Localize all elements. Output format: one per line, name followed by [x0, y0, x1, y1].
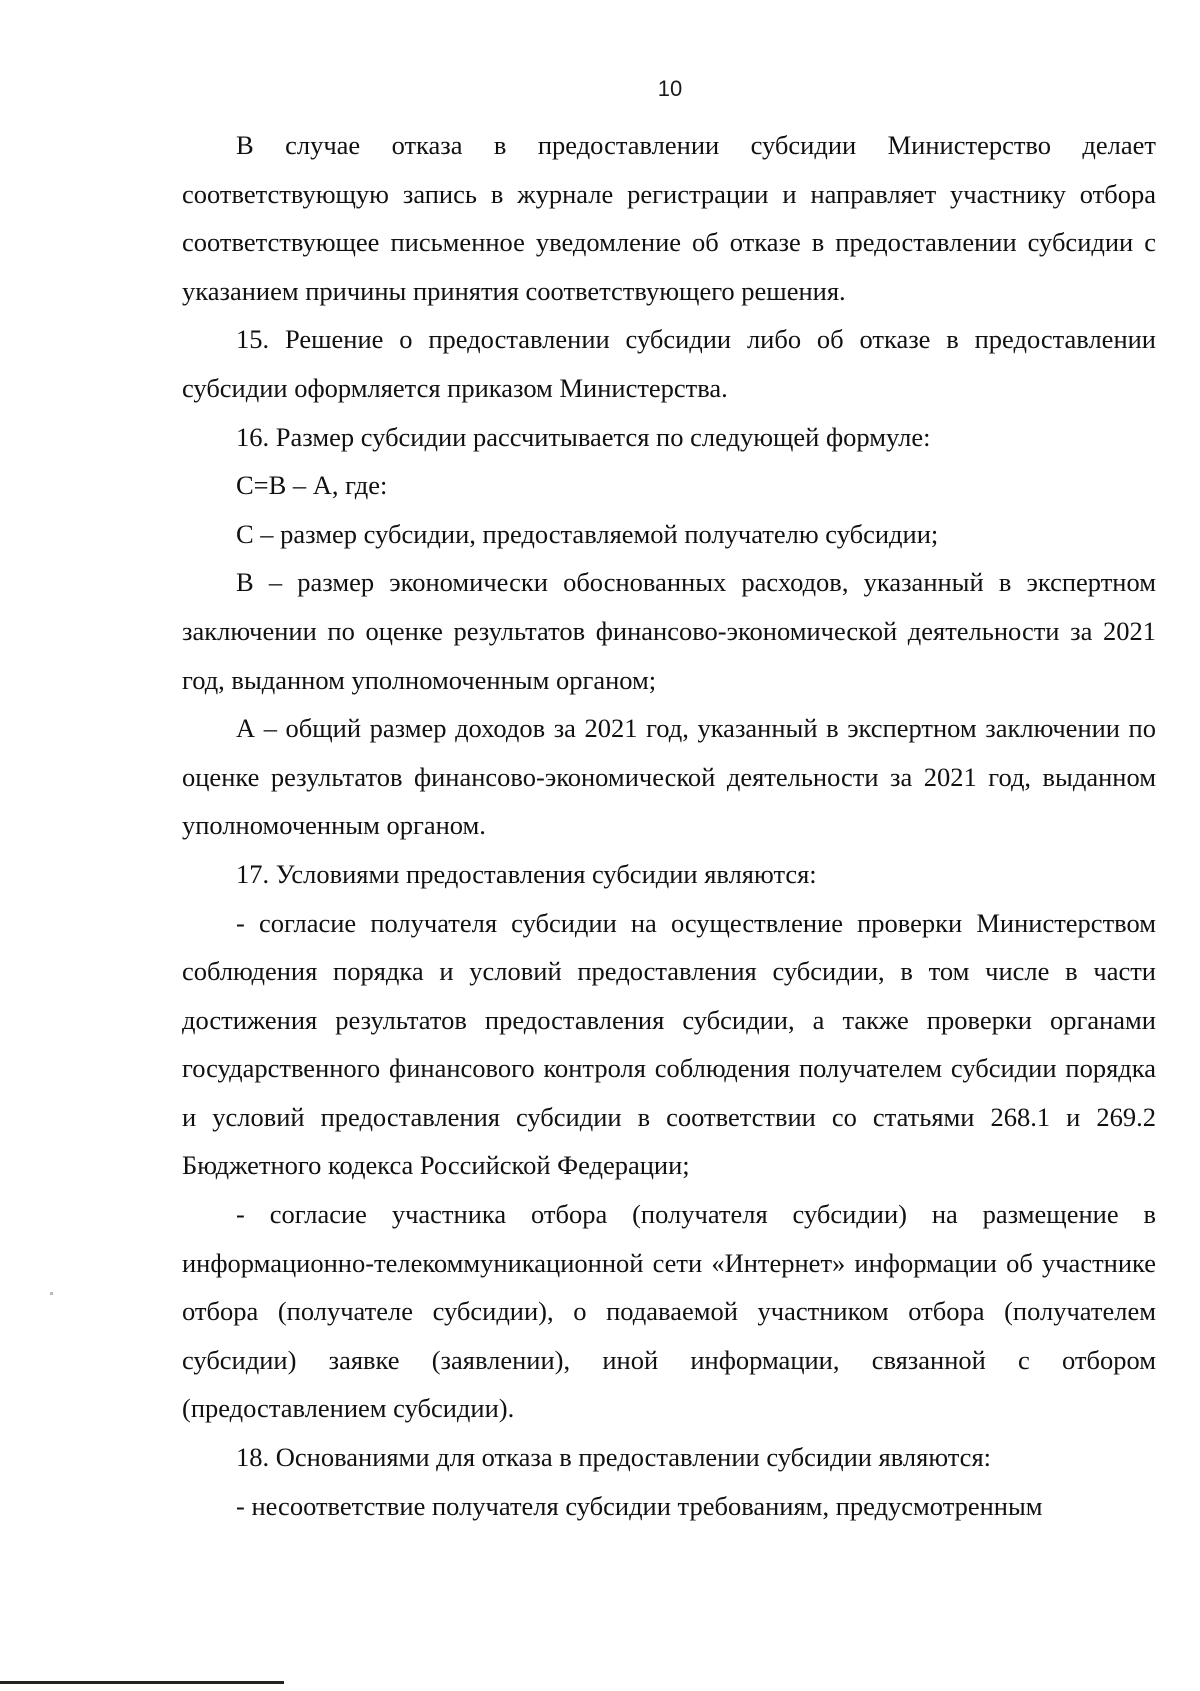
formula-line: С=В – А, где:	[236, 470, 388, 501]
condition-item-publication: - согласие участника отбора (получателя субсидии) на размещение в информационно-телекоммуникационной сети «Интернет» информации об участнике отбора (получателе субсидии), о подаваемой участником отбора (получателем субсидии) заявке (заявлении), иной информации, связанной с отбором (предоставлением субсидии).	[182, 1199, 1156, 1424]
formula-definition-b: В – размер экономически обоснованных расходов, указанный в экспертном заключении по оценке результатов финансово-экономической деятельности за 2021 год, выданном уполномоченным органом;	[182, 567, 1156, 695]
condition-item-verification: - согласие получателя субсидии на осуществление проверки Министерством соблюдения порядка и условий предоставления субсидии, в том числе в части достижения результатов предоставления субсидии, а также проверки органами государственного финансового контроля соблюдения получателем субсидии порядка и условий предоставления субсидии в соответствии со статьями 268.1 и 269.2 Бюджетного кодекса Российской Федерации;	[182, 907, 1156, 1181]
footer-rule	[0, 1681, 284, 1684]
paragraph-17: 17. Условиями предоставления субсидии являются:	[236, 858, 817, 889]
refusal-ground-item: - несоответствие получателя субсидии требованиям, предусмотренным	[236, 1490, 1043, 1521]
document-body	[182, 121, 1156, 1530]
page-number: 10	[657, 76, 683, 101]
scan-speck	[50, 1292, 53, 1295]
formula-definition-a: А – общий размер доходов за 2021 год, указанный в экспертном заключении по оценке результатов финансово-экономической деятельности за 2021 год, выданном уполномоченным органом.	[182, 713, 1156, 841]
paragraph-15: 15. Решение о предоставлении субсидии либо об отказе в предоставлении субсидии оформляется приказом Министерства.	[182, 324, 1156, 403]
paragraph-16: 16. Размер субсидии рассчитывается по следующей формуле:	[236, 421, 931, 452]
paragraph-18: 18. Основаниями для отказа в предоставлении субсидии являются:	[236, 1442, 991, 1473]
paragraph-refusal-notice: В случае отказа в предоставлении субсидии Министерство делает соответствующую запись в журнале регистрации и направляет участнику отбора соответствующее письменное уведомление об отказе в предоставлении субсидии с указанием причины принятия соответствующего решения.	[182, 130, 1156, 306]
formula-definition-c: С – размер субсидии, предоставляемой получателю субсидии;	[236, 518, 939, 549]
